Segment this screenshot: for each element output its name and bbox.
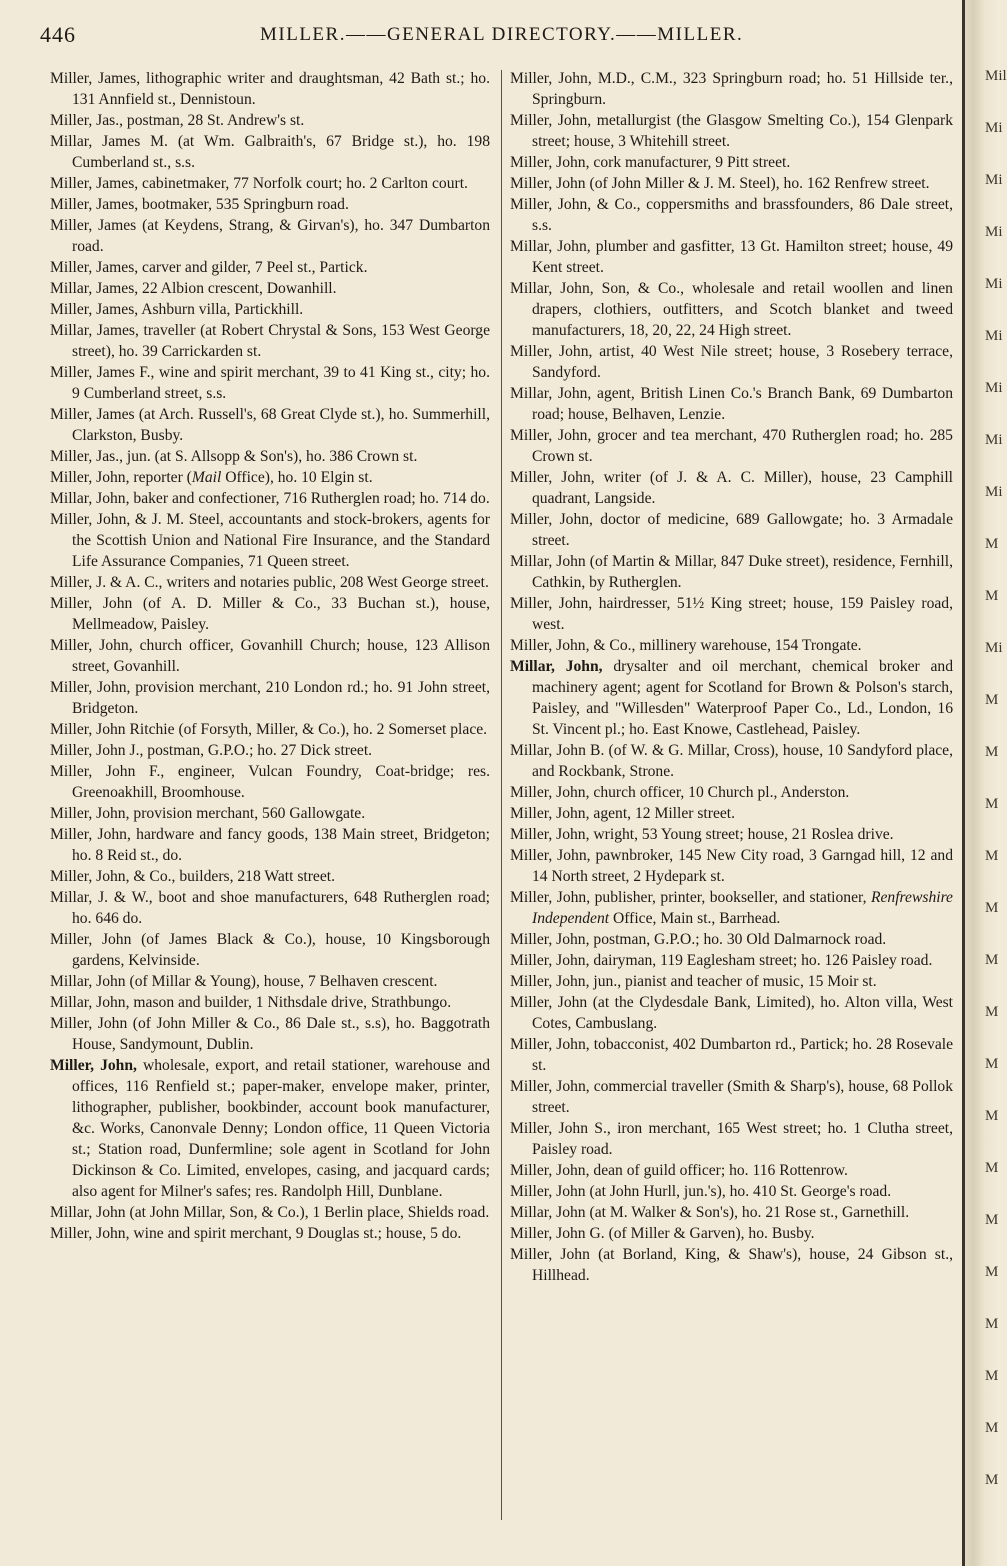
entry-name: Miller, John, [50, 1057, 137, 1074]
entry-name: Millar, John, [50, 994, 130, 1011]
entry-name: Miller, John [50, 595, 133, 612]
directory-entry [510, 509, 953, 551]
page-header [40, 22, 970, 54]
directory-entry [50, 1055, 490, 1202]
entry-name: Miller, John, [510, 511, 593, 528]
entry-details: (at John Millar, Son, & Co.), 1 Berlin place, Shields road. [125, 1204, 490, 1221]
entry-details: (at John Hurll, jun.'s), ho. 410 St. George's road. [585, 1183, 892, 1200]
entry-name: Miller, John F., [50, 763, 165, 780]
directory-entry [50, 635, 490, 677]
entry-details: drysalter and oil merchant, chemical broker and machinery agent; agent for Scotland for Brown & Polson's starch, Paisley, and "Willesden" Waterproof Paper Co., Ld., London, 16 St. Vincent pl.; ho. East Knowe, Castlehead, Paisley. [532, 658, 953, 738]
directory-entry [50, 1223, 490, 1244]
entry-details: builders, 218 Watt street. [175, 868, 335, 885]
directory-entry [50, 803, 490, 824]
entry-name: Miller, John, [510, 889, 591, 906]
edge-fragment: M [985, 848, 999, 864]
entry-details: millinery warehouse, 154 Trongate. [635, 637, 862, 654]
entry-details: hardware and fancy goods, 138 Main street, Bridgeton; ho. 8 Reid st., do. [72, 826, 490, 864]
entry-details: (of W. & G. Millar, Cross), house, 10 Sandyford place, and Rockbank, Strone. [532, 742, 954, 780]
entry-name: Miller, John, & Co., [50, 868, 176, 885]
directory-entry [50, 320, 490, 362]
directory-entry [510, 971, 953, 992]
entry-details: doctor of medicine, 689 Gallowgate; ho. 3 Armadale street. [532, 511, 953, 549]
entry-name: Miller, John [510, 994, 588, 1011]
entry-details: plumber and gasfitter, 13 Gt. Hamilton street; house, 49 Kent street. [532, 238, 953, 276]
directory-entry [510, 278, 953, 341]
entry-details: church officer, Govanhill Church; house, 123 Allison street, Govanhill. [72, 637, 490, 675]
directory-entry [50, 1202, 490, 1223]
directory-entry [510, 68, 953, 110]
directory-entry [50, 1013, 490, 1055]
directory-entry [510, 887, 953, 929]
edge-fragment: Mi [985, 172, 1003, 188]
entry-details: wright, 53 Young street; house, 21 Roslea drive. [589, 826, 894, 843]
entry-details: Ashburn villa, Partickhill. [138, 301, 304, 318]
edge-fragment: M [985, 1420, 999, 1436]
directory-entry [510, 1034, 953, 1076]
edge-fragment: M [985, 692, 999, 708]
entry-name: Miller, James, [50, 175, 139, 192]
entry-name: Miller, John [510, 175, 586, 192]
directory-entry [510, 1118, 953, 1160]
directory-entry [510, 635, 953, 656]
directory-entry [510, 425, 953, 467]
entry-name: Miller, John, & Co., [510, 637, 636, 654]
entry-details: 22 Albion crescent, Dowanhill. [138, 280, 337, 297]
page-number: 446 [40, 22, 76, 47]
edge-fragment: Mi [985, 484, 1003, 500]
entry-details: baker and confectioner, 716 Rutherglen road; ho. 714 do. [129, 490, 490, 507]
edge-fragment: Mi [985, 380, 1003, 396]
entry-name: Miller, James [50, 406, 135, 423]
entry-details: (at Arch. Russell's, 68 Great Clyde st.), ho. Summerhill, Clarkston, Busby. [72, 406, 490, 444]
entry-name: Millar, John, Son, & Co., [510, 280, 684, 297]
entry-details: provision merchant, 560 Gallowgate. [129, 805, 366, 822]
entry-name: Miller, James, [50, 70, 141, 87]
entry-name: Miller, John, [50, 679, 131, 696]
directory-entry [50, 572, 490, 593]
entry-name: Miller, Jas., jun. [50, 448, 151, 465]
directory-entry [510, 1181, 953, 1202]
edge-fragment: M [985, 1264, 999, 1280]
directory-entry [50, 761, 490, 803]
entry-details: mason and builder, 1 Nithsdale drive, Strathbungo. [129, 994, 452, 1011]
entry-details: dean of guild officer; ho. 116 Rottenrow. [589, 1162, 848, 1179]
entry-details: agent, British Linen Co.'s Branch Bank, 69 Dumbarton road; house, Belhaven, Lenzie. [532, 385, 953, 423]
entry-details: carver and gilder, 7 Peel st., Partick. [138, 259, 368, 276]
entry-name: Miller, John, & Co., [510, 196, 641, 213]
edge-fragment: M [985, 952, 999, 968]
entry-details: writers and notaries public, 208 West George street. [162, 574, 489, 591]
entry-name: Miller, John, [510, 1078, 590, 1095]
entry-details: iron merchant, 165 West street; ho. 1 Clutha street, Paisley road. [532, 1120, 954, 1158]
directory-entry [50, 740, 490, 761]
entry-details: (at Wm. Galbraith's, 67 Bridge st.), ho. 198 Cumberland st., s.s. [72, 133, 490, 171]
entry-name: Miller, James, [50, 301, 139, 318]
entry-name: Miller, John, [50, 469, 130, 486]
entry-name: Miller, John, jun., [510, 973, 622, 990]
entry-name: Millar, John B. [510, 742, 605, 759]
entry-details: (at M. Walker & Son's), ho. 21 Rose st., Garnethill. [585, 1204, 910, 1221]
entry-name: Miller, John, [510, 112, 592, 129]
entry-name: Miller, John Ritchie [50, 721, 175, 738]
entry-name: Miller, John [510, 1183, 586, 1200]
directory-entry [50, 467, 490, 488]
edge-fragment: M [985, 588, 999, 604]
binding-edge [962, 0, 965, 1566]
entry-details: hairdresser, 51½ King street; house, 159 Paisley road, west. [532, 595, 954, 633]
entry-name: Miller, John [510, 1246, 590, 1263]
entry-details: (of Miller & Garven), ho. Busby. [604, 1225, 815, 1242]
entry-name: Miller, John, [50, 1225, 130, 1242]
entry-name: Millar, John, [510, 658, 603, 675]
entry-name: Miller, John, [510, 595, 593, 612]
entry-name: Miller, John, M.D., C.M., [510, 70, 677, 87]
entry-details: metallurgist (the Glasgow Smelting Co.), 154 Glenpark street; house, 3 Whitehill street. [532, 112, 953, 150]
edge-fragment: M [985, 536, 999, 552]
directory-entry [510, 803, 953, 824]
entry-details-cont: Office), ho. 10 Elgin st. [221, 469, 373, 486]
entry-name: Millar, James, [50, 280, 139, 297]
entry-name: Millar, John, [510, 385, 592, 402]
entry-details: reporter ( [129, 469, 192, 486]
directory-entry [510, 152, 953, 173]
directory-entry [50, 278, 490, 299]
entry-name: Millar, John [510, 553, 586, 570]
directory-entry [50, 992, 490, 1013]
entry-details: (of John Miller & Co., 86 Dale st., s.s), ho. Baggotrath House, Sandymount, Dublin. [72, 1015, 491, 1053]
edge-fragment: M [985, 796, 999, 812]
entry-name: Miller, John, [510, 343, 593, 360]
entry-details: wine and spirit merchant, 9 Douglas st.; house, 5 do. [129, 1225, 462, 1242]
directory-entry [510, 551, 953, 593]
entry-italic: Mail [191, 469, 222, 486]
entry-name: Millar, J. & W., [50, 889, 153, 906]
edge-fragment: Mi [985, 120, 1003, 136]
entry-details: cork manufacturer, 9 Pitt street. [589, 154, 791, 171]
edge-fragment: M [985, 1160, 999, 1176]
entry-details: postman, G.P.O.; ho. 30 Old Dalmarnock road. [589, 931, 887, 948]
entry-name: Miller, James [50, 217, 137, 234]
directory-entry [510, 740, 953, 782]
directory-entry [510, 341, 953, 383]
directory-entry [50, 971, 490, 992]
entry-details: (at the Clydesdale Bank, Limited), ho. Alton villa, West Cotes, Cambuslang. [532, 994, 954, 1032]
directory-entry [510, 236, 953, 278]
entry-details: (at Borland, King, & Shaw's), house, 24 Gibson st., Hillhead. [532, 1246, 953, 1284]
entry-name: Miller, John S., [510, 1120, 611, 1137]
entry-name: Millar, James, [50, 322, 139, 339]
entry-name: Millar, James M. [50, 133, 168, 150]
entry-details: wholesale, export, and retail stationer, warehouse and offices, 116 Renfield st.; paper-maker, envelope maker, printer, lithographer, publisher, bookbinder, account book manufacturer, &c. Works, Canonvale Denny; London office, 11 Queen Victoria st.; Station road, Dunfermline; sole agent in Scotland for John Dickinson & Co. Limited, envelopes, casing, and jacquard cards; also agent for Milner's safes; res. Randolph Hill, Dunblane. [72, 1057, 490, 1200]
directory-entry [510, 383, 953, 425]
directory-entry [50, 719, 490, 740]
entry-name: Miller, James F., [50, 364, 155, 381]
directory-entry [510, 1244, 953, 1286]
entry-name: Miller, John, [510, 931, 590, 948]
entry-name: Miller, John, [50, 826, 131, 843]
entry-details: 323 Springburn road; ho. 51 Hillside ter., Springburn. [532, 70, 953, 108]
entry-details: (of John Miller & J. M. Steel), ho. 162 Renfrew street. [585, 175, 930, 192]
entry-details: pawnbroker, 145 New City road, 3 Garngad hill, 12 and 14 North street, 2 Hydepark st. [532, 847, 953, 885]
entry-details: artist, 40 West Nile street; house, 3 Rosebery terrace, Sandyford. [532, 343, 953, 381]
directory-entry [510, 194, 953, 236]
entry-name: Millar, John, [510, 238, 591, 255]
entry-name: Miller, John, [510, 826, 590, 843]
entry-details: accountants and stock-brokers, agents for the Scottish Union and National Fire Insurance, and the Standard Life Assurance Companies, 71 Queen street. [72, 511, 490, 570]
directory-entry [50, 131, 490, 173]
entry-details: agent, 12 Miller street. [589, 805, 736, 822]
entry-name: Miller, John J., [50, 742, 144, 759]
directory-entry [50, 677, 490, 719]
edge-fragment: M [985, 900, 999, 916]
edge-fragment: M [985, 1056, 999, 1072]
entry-details: traveller (at Robert Chrystal & Sons, 153 West George street), ho. 39 Carrickarden st. [72, 322, 491, 360]
directory-entry [510, 467, 953, 509]
entry-name: Miller, John G. [510, 1225, 605, 1242]
entry-name: Miller, Jas., [50, 112, 124, 129]
entry-details: postman, G.P.O.; ho. 27 Dick street. [143, 742, 373, 759]
entry-details: lithographic writer and draughtsman, 42 Bath st.; ho. 131 Annfield st., Dennistoun. [72, 70, 491, 108]
entry-name: Miller, John, [510, 469, 595, 486]
directory-entry [50, 404, 490, 446]
entry-name: Miller, John, [510, 847, 591, 864]
entry-details: dairyman, 119 Eaglesham street; ho. 126 Paisley road. [589, 952, 933, 969]
entry-details: (at Keydens, Strang, & Girvan's), ho. 347 Dumbarton road. [72, 217, 490, 255]
directory-entry [510, 593, 953, 635]
edge-fragment: Mi [985, 640, 1003, 656]
directory-entry [510, 929, 953, 950]
entry-details: (of James Black & Co.), house, 10 Kingsborough gardens, Kelvinside. [72, 931, 490, 969]
directory-entry [510, 782, 953, 803]
entry-details: publisher, printer, bookseller, and stationer, [590, 889, 871, 906]
entry-details: coppersmiths and brassfounders, 86 Dale street, s.s. [532, 196, 953, 234]
directory-entry [50, 866, 490, 887]
entry-name: Miller, John, [510, 154, 590, 171]
directory-entry [50, 824, 490, 866]
entry-details: (of Millar & Young), house, 7 Belhaven crescent. [125, 973, 438, 990]
running-head: MILLER.——GENERAL DIRECTORY.——MILLER. [260, 24, 744, 45]
entry-name: Miller, John, [510, 805, 590, 822]
entry-name: Miller, James, [50, 196, 139, 213]
directory-entry [50, 362, 490, 404]
directory-entry [510, 1160, 953, 1181]
entry-details: tobacconist, 402 Dumbarton rd., Partick; ho. 28 Rosevale st. [532, 1036, 953, 1074]
entry-name: Miller, John [50, 1015, 128, 1032]
entry-details: wine and spirit merchant, 39 to 41 King st., city; ho. 9 Cumberland street, s.s. [72, 364, 490, 402]
directory-entry [510, 110, 953, 152]
directory-entry [510, 1202, 953, 1223]
entry-details-cont: Office, Main st., Barrhead. [609, 910, 781, 927]
entry-name: Miller, John, [510, 1162, 590, 1179]
entry-name: Miller, John [50, 931, 132, 948]
entry-name: Miller, John, [510, 427, 592, 444]
edge-fragment: M [985, 1212, 999, 1228]
entry-details: (at S. Allsopp & Son's), ho. 386 Crown st. [150, 448, 418, 465]
entry-details: engineer, Vulcan Foundry, Coat-bridge; res. Greenoakhill, Broomhouse. [72, 763, 490, 801]
entry-details: wholesale and retail woollen and linen drapers, clothiers, outfitters, and Scotch blanket and tweed manufacturers, 18, 20, 22, 24 High street. [532, 280, 953, 339]
entry-details: writer (of J. & A. C. Miller), house, 23 Camphill quadrant, Langside. [532, 469, 953, 507]
edge-fragment: Mi [985, 224, 1003, 240]
entry-name: Miller, John, [50, 637, 133, 654]
entry-name: Miller, John, & J. M. Steel, [50, 511, 224, 528]
directory-entry [510, 1076, 953, 1118]
directory-entry [50, 110, 490, 131]
edge-fragment: M [985, 1316, 999, 1332]
directory-entry [50, 68, 490, 110]
entry-name: Miller, John, [510, 784, 590, 801]
directory-entry [510, 1223, 953, 1244]
directory-entry [510, 950, 953, 971]
entry-details: provision merchant, 210 London rd.; ho. 91 John street, Bridgeton. [72, 679, 490, 717]
entry-details: (of Forsyth, Miller, & Co.), ho. 2 Somerset place. [174, 721, 488, 738]
column-divider [501, 70, 502, 1520]
directory-entry [50, 593, 490, 635]
entry-name: Miller, J. & A. C., [50, 574, 163, 591]
directory-entry [510, 173, 953, 194]
directory-entry [510, 845, 953, 887]
entry-name: Miller, John, [510, 952, 590, 969]
directory-entry [510, 656, 953, 740]
left-column [50, 68, 490, 1244]
directory-entry [50, 929, 490, 971]
entry-details: postman, 28 St. Andrew's st. [123, 112, 305, 129]
entry-details: (of Martin & Millar, 847 Duke street), residence, Fernhill, Cathkin, by Rutherglen. [532, 553, 953, 591]
entry-details: commercial traveller (Smith & Sharp's), house, 68 Pollok street. [532, 1078, 954, 1116]
directory-entry [50, 509, 490, 572]
directory-entry [510, 824, 953, 845]
edge-fragment: M [985, 1368, 999, 1384]
directory-entry [50, 488, 490, 509]
entry-name: Miller, John, [50, 805, 130, 822]
entry-name: Miller, John, [510, 1036, 590, 1053]
entry-name: Millar, John [50, 973, 126, 990]
directory-entry [50, 173, 490, 194]
edge-fragment: Mi [985, 276, 1003, 292]
edge-fragment: M [985, 1004, 999, 1020]
edge-fragment: Mi [985, 328, 1003, 344]
edge-fragment: Mil [985, 68, 1007, 84]
directory-entry [50, 215, 490, 257]
directory-entry [50, 257, 490, 278]
directory-entry [510, 992, 953, 1034]
edge-fragment: M [985, 1472, 999, 1488]
entry-name: Millar, John [50, 1204, 126, 1221]
entry-details: bootmaker, 535 Springburn road. [138, 196, 349, 213]
entry-name: Miller, James, [50, 259, 139, 276]
directory-entry [50, 299, 490, 320]
entry-details: cabinetmaker, 77 Norfolk court; ho. 2 Carlton court. [138, 175, 468, 192]
right-column [510, 68, 953, 1286]
directory-entry [50, 887, 490, 929]
directory-entry [50, 446, 490, 467]
directory-entry [50, 194, 490, 215]
edge-fragment: M [985, 744, 999, 760]
edge-fragment: M [985, 1108, 999, 1124]
entry-details: church officer, 10 Church pl., Anderston. [589, 784, 850, 801]
entry-italic: Renfrewshire Independent [532, 889, 953, 927]
entry-name: Millar, John [510, 1204, 586, 1221]
edge-fragment: Mi [985, 432, 1003, 448]
entry-details: pianist and teacher of music, 15 Moir st. [621, 973, 877, 990]
entry-details: grocer and tea merchant, 470 Rutherglen road; ho. 285 Crown st. [532, 427, 953, 465]
entry-name: Millar, John, [50, 490, 130, 507]
entry-details: boot and shoe manufacturers, 648 Rutherglen road; ho. 646 do. [72, 889, 490, 927]
entry-details: (of A. D. Miller & Co., 33 Buchan st.), house, Mellmeadow, Paisley. [72, 595, 491, 633]
